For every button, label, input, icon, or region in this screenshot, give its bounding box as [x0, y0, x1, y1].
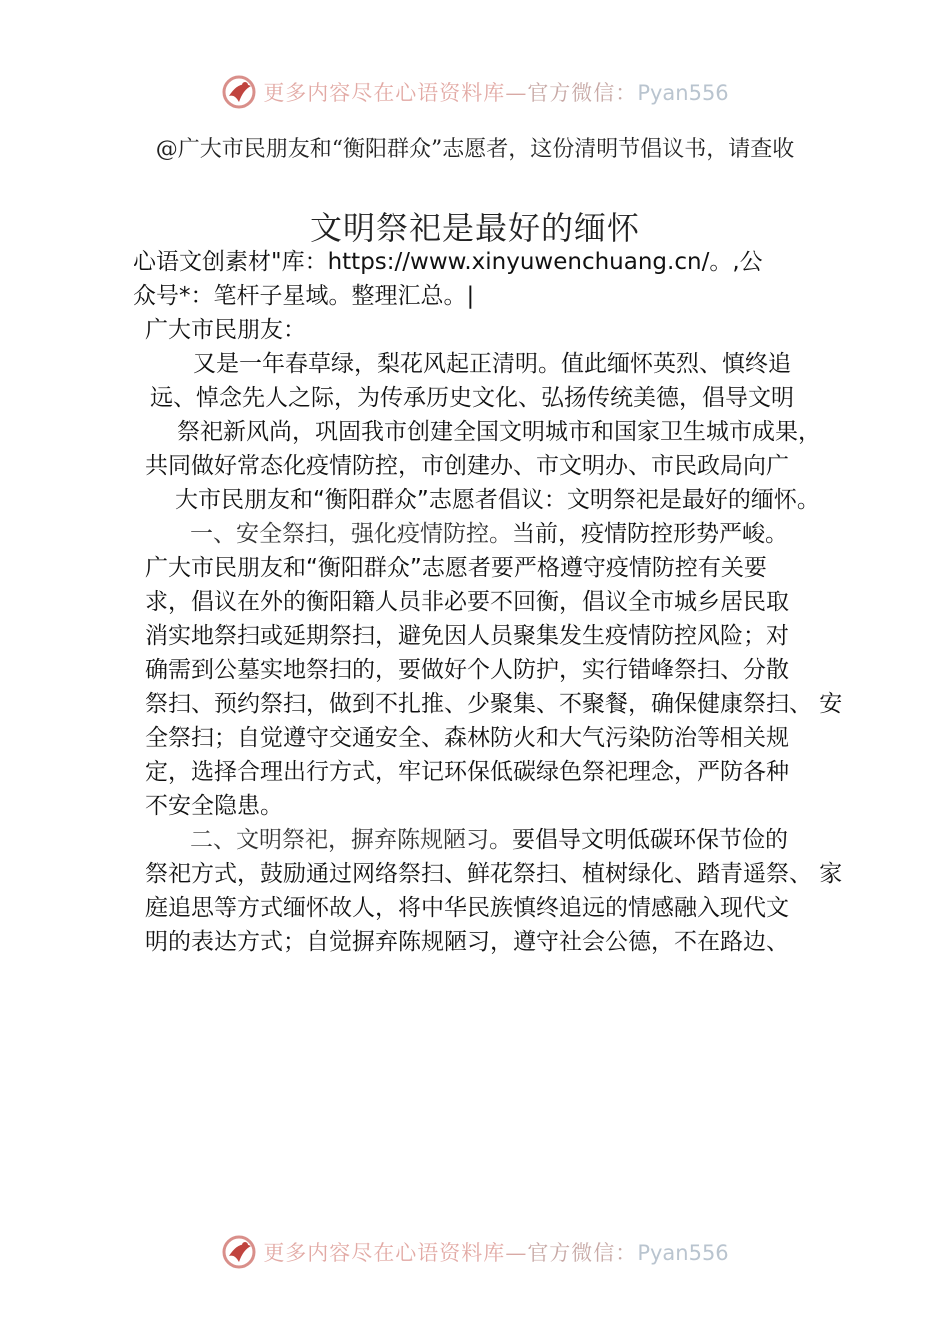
section-1-first-line: 一、安全祭扫，强化疫情防控。当前，疫情防控形势严峻。 — [190, 521, 788, 547]
watermark-text: 更多内容尽在心语资料库—官方微信：Pyan556 — [263, 81, 729, 105]
red-circular-logo-icon — [221, 74, 257, 110]
paragraph-line: 远、悼念先人之际，为传承历史文化、弘扬传统美德，倡导文明 — [150, 385, 794, 411]
watermark-banner-bottom — [0, 1232, 950, 1272]
paragraph-line: 庭追思等方式缅怀故人，将中华民族慎终追远的情感融入现代文 — [145, 895, 789, 921]
paragraph-line: 大市民朋友和“衡阳群众”志愿者倡议：文明祭祀是最好的缅怀。 — [175, 487, 820, 513]
paragraph-line: 确需到公墓实地祭扫的，要做好个人防护，实行错峰祭扫、分散 — [145, 657, 789, 683]
section-2-heading: 二、文明祭祀，摒弃陈规陋习。 — [190, 827, 512, 853]
source-line: 众号*：笔杆子星域。整理汇总。| — [133, 283, 475, 309]
red-circular-logo-icon — [221, 1234, 257, 1270]
watermark-text: 更多内容尽在心语资料库—官方微信：Pyan556 — [263, 1241, 729, 1265]
paragraph-line: 祭扫、预约祭扫，做到不扎推、少聚集、不聚餐，确保健康祭扫、 安 — [145, 691, 843, 717]
paragraph-line: 明的表达方式；自觉摒弃陈规陋习，遵守社会公德，不在路边、 — [145, 929, 789, 955]
paragraph-line: 消实地祭扫或延期祭扫，避免因人员聚集发生疫情防控风险；对 — [145, 623, 789, 649]
section-2-first-line: 二、文明祭祀，摒弃陈规陋习。要倡导文明低碳环保节俭的 — [190, 827, 788, 853]
section-1-heading: 一、安全祭扫，强化疫情防控。 — [190, 521, 512, 547]
paragraph-line: 祭祀方式，鼓励通过网络祭扫、鲜花祭扫、植树绿化、踏青遥祭、 家 — [145, 861, 843, 887]
paragraph-line: 定，选择合理出行方式，牢记环保低碳绿色祭祀理念，严防各种 — [145, 759, 789, 785]
paragraph-line: 不安全隐患。 — [145, 793, 283, 819]
paragraph-line: 广大市民朋友和“衡阳群众”志愿者要严格遵守疫情防控有关要 — [145, 555, 767, 581]
document-title: 文明祭祀是最好的缅怀 — [309, 209, 640, 247]
paragraph-line: 全祭扫；自觉遵守交通安全、森林防火和大气污染防治等相关规 — [145, 725, 789, 751]
source-line: 心语文创素材"库：https://www.xinyuwenchuang.cn/。,公 — [133, 249, 763, 275]
paragraph-line: 共同做好常态化疫情防控，市创建办、市文明办、市民政局向广 — [145, 453, 789, 479]
paragraph-line: 祭祀新风尚，巩固我市创建全国文明城市和国家卫生城市成果， — [177, 419, 821, 445]
paragraph-line: 求，倡议在外的衡阳籍人员非必要不回衡，倡议全市城乡居民取 — [145, 589, 789, 615]
header-line: @广大市民朋友和“衡阳群众”志愿者，这份清明节倡议书，请查收 — [155, 137, 795, 162]
paragraph-line: 又是一年春草绿，梨花风起正清明。值此缅怀英烈、慎终追 — [193, 351, 791, 377]
salutation: 广大市民朋友： — [145, 317, 306, 343]
watermark-banner-top — [0, 72, 950, 112]
